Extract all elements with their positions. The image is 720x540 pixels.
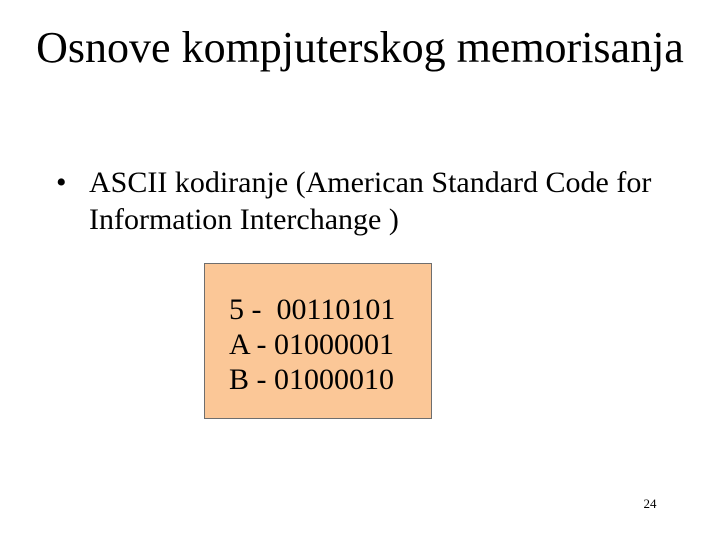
bullet-item <box>56 164 676 238</box>
slide-title: Osnove kompjuterskog memorisanja <box>36 23 684 72</box>
bullet-list <box>56 164 676 238</box>
code-lines <box>229 292 395 397</box>
code-line-b: B - 01000010 <box>229 363 394 396</box>
page-number: 24 <box>643 496 657 511</box>
bullet-text: ASCII kodiranje (American Standard Code for Information Interchange ) <box>89 166 652 236</box>
ascii-code-box <box>204 263 432 419</box>
code-line-a: A - 01000001 <box>229 328 394 361</box>
code-line-5: 5 - 00110101 <box>229 293 396 326</box>
bullet-icon: • <box>56 166 67 199</box>
